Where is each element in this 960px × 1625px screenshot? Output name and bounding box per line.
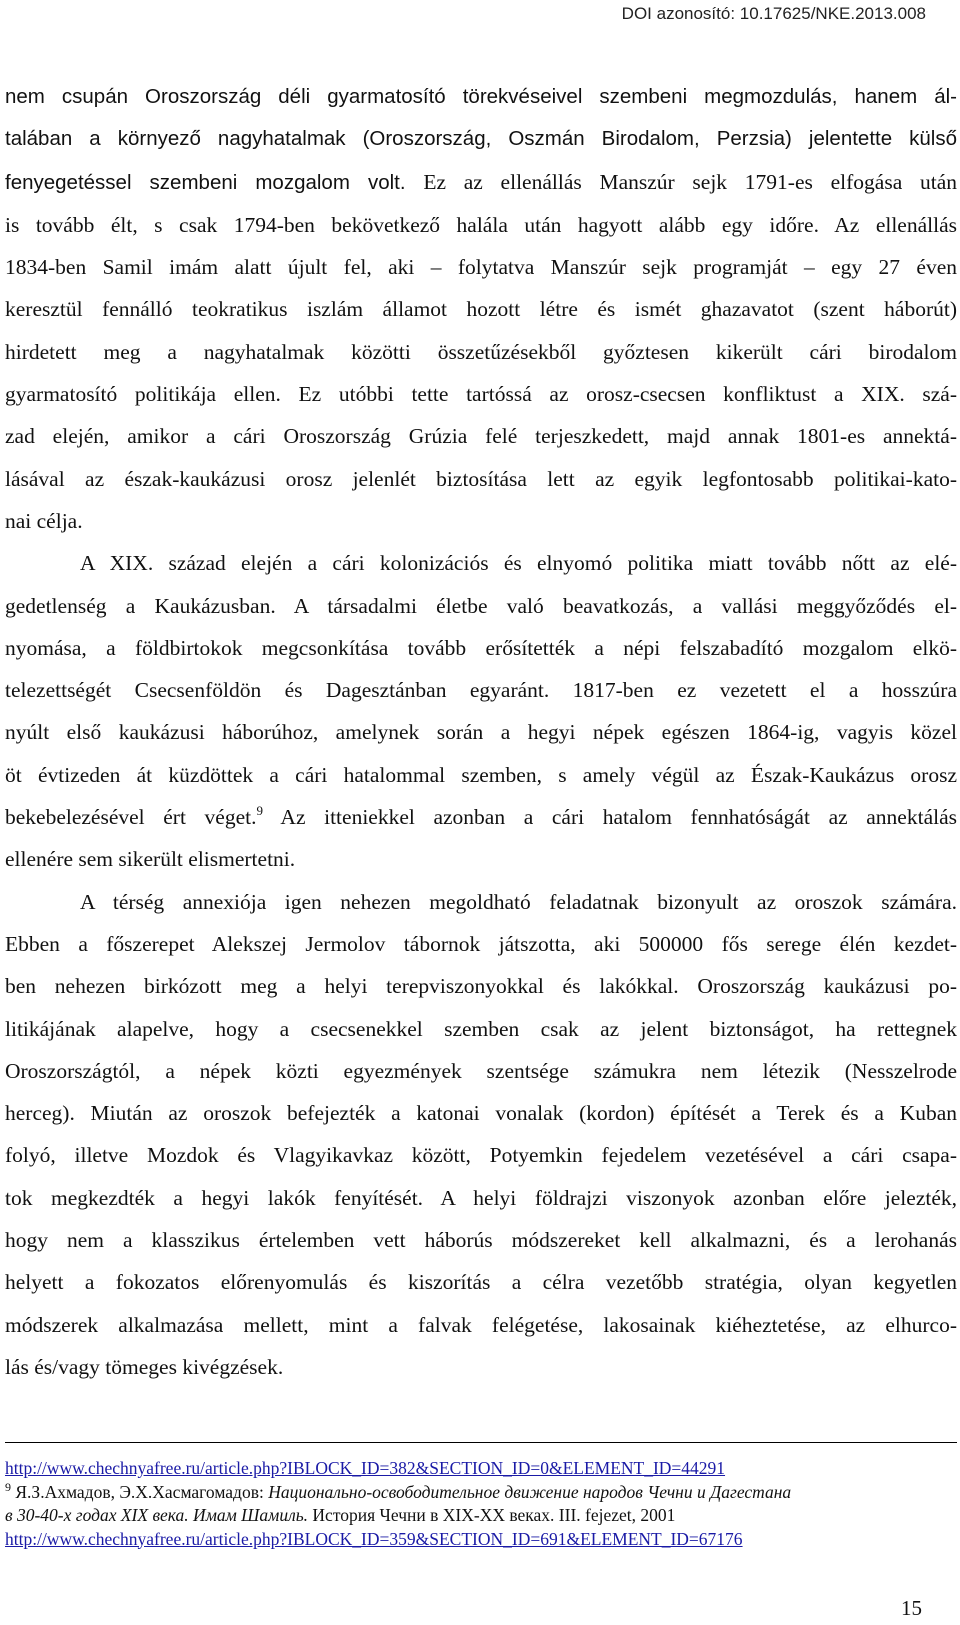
footnote-number-9: 9	[5, 1479, 11, 1494]
doi-header: DOI azonosító: 10.17625/NKE.2013.008	[621, 4, 926, 23]
text-line: gyarmatosító politikája ellen. Ez utóbbi tette tartóssá az orosz-csecsen konfliktust a XIX. szá-	[5, 382, 957, 407]
text-line: hirdetett meg a nagyhatalmak közötti összetűzésekből győztesen kikerült cári birodalom	[5, 339, 957, 364]
text-line: módszerek alkalmazása mellett, mint a falvak felégetése, lakosainak kiéheztetése, az elhurco-	[5, 1312, 957, 1337]
text-line	[5, 161, 957, 204]
text-line: ben nehezen birkózott meg a helyi terepviszonyokkal és lakókkal. Oroszország kaukázusi po-	[5, 974, 957, 999]
text-line: nyúlt első kaukázusi háborúhoz, amelynek során a hegyi népek egészen 1864-ig, vagyis közel	[5, 720, 957, 745]
text-fragment: fenyegetéssel szembeni mozgalom volt.	[5, 170, 406, 194]
footnote-ref-9: 9	[256, 803, 263, 819]
text-line: ellenére sem sikerült elismertetni.	[5, 847, 296, 872]
text-line: tok megkezdték a hegyi lakók fenyítését. A helyi földrajzi viszonyok azonban előre jelezték,	[5, 1185, 957, 1210]
text-fragment: Ez az ellenállás Manszúr sejk 1791-es elfogása után	[405, 169, 957, 194]
footnote-link-1[interactable]: http://www.chechnyafree.ru/article.php?IBLOCK_ID=382&SECTION_ID=0&ELEMENT_ID=44291	[5, 1458, 726, 1478]
text-line: Ebben a főszerepet Alekszej Jermolov tábornok játszotta, aki 500000 fős serege élén kezdet-	[5, 931, 957, 956]
text-line: A XIX. század elején a cári kolonizációs és elnyomó politika miatt tovább nőtt az elé-	[80, 551, 957, 576]
text-line: talában a környező nagyhatalmak (Oroszország, Oszmán Birodalom, Perzsia) jelentette külső	[5, 127, 957, 151]
text-fragment: bekebelezésével ért véget.	[5, 805, 257, 830]
text-line: herceg). Miután az oroszok befejezték a katonai vonalak (kordon) építését a Terek és a Kuban	[5, 1101, 957, 1126]
paragraph-1	[5, 76, 957, 542]
text-line: nem csupán Oroszország déli gyarmatosító törekvéseivel szembeni megmozdulás, hanem ál-	[5, 85, 957, 108]
text-line: keresztül fennálló teokratikus iszlám államot hozott létre és ismét ghazavatot (szent háborút)	[5, 297, 957, 322]
footnotes	[5, 1457, 957, 1551]
paragraph-3	[5, 881, 957, 1389]
footnote-link-2[interactable]: http://www.chechnyafree.ru/article.php?IBLOCK_ID=359&SECTION_ID=691&ELEMENT_ID=67176	[5, 1528, 743, 1549]
text-line: nai célja.	[5, 508, 83, 533]
text-line: zad elején, amikor a cári Oroszország Grúzia felé terjeszkedett, majd annak 1801-es annektá-	[5, 424, 957, 449]
text-line: 1834-ben Samil imám alatt újult fel, aki – folytatva Manszúr sejk programját – egy 27 éven	[5, 255, 957, 280]
text-line: telezettségét Csecsenföldön és Dagesztánban egyaránt. 1817-ben ez vezetett el a hosszúra	[5, 678, 957, 703]
text-line: litikájának alapelve, hogy a csecsenekkel szemben csak az jelent biztonságot, ha rettegnek	[5, 1016, 957, 1041]
text-line: lásával az észak-kaukázusi orosz jelenlét biztosítása lett az egyik legfontosabb politikai-kato-	[5, 466, 957, 491]
footnote-title-part2: в 30-40-х годах XIX века. Имам Шамиль.	[5, 1505, 309, 1525]
text-line: A térség annexiója igen nehezen megoldható feladatnak bizonyult az oroszok számára.	[80, 889, 957, 914]
text-fragment: Az itteniekkel azonban a cári hatalom fennhatóságát az annektálás	[263, 805, 957, 830]
text-line: nyomása, a földbirtokok megcsonkítása tovább erősítették a népi felszabadító mozgalom elkö-	[5, 635, 957, 660]
text-line: hogy nem a klasszikus értelemben vett háborús módszereket kell alkalmazni, és a lerohanás	[5, 1228, 957, 1253]
page-number: 15	[901, 1596, 922, 1620]
text-line: folyó, illetve Mozdok és Vlagyikavkaz között, Potyemkin fejedelem vezetésével a cári csapa-	[5, 1143, 957, 1168]
paragraph-2	[5, 542, 957, 880]
text-line: Oroszországtól, a népek közti egyezmények szentsége számukra nem létezik (Nesszelrode	[5, 1058, 957, 1083]
body-text	[5, 76, 957, 1388]
footnote-authors: Я.З.Ахмадов, Э.Х.Хасмагомадов:	[15, 1481, 269, 1502]
text-line: helyett a fokozatos előrenyomulás és kiszorítás a célra vezetőbb stratégia, olyan kegyetlen	[5, 1270, 957, 1295]
text-line: öt évtizeden át küzdöttek a cári hatalommal szemben, s amely végül az Észak-Kaukázus orosz	[5, 762, 957, 787]
text-line: lás és/vagy tömeges kivégzések.	[5, 1354, 284, 1379]
footnote-separator	[5, 1442, 957, 1443]
footnote-source: История Чечни в XIX-XX веках. III. fejezet, 2001	[308, 1505, 676, 1525]
text-line: is tovább élt, s csak 1794-ben bekövetkező halála után hagyott alább egy időre. Az ellenállás	[5, 212, 957, 237]
text-line	[5, 796, 957, 838]
text-line: gedetlenség a Kaukázusban. A társadalmi életbe való beavatkozás, a vallási meggyőződés el-	[5, 593, 957, 618]
footnote-title-part1: Национально-освободительное движение народов Чечни и Дагестана	[268, 1481, 792, 1502]
